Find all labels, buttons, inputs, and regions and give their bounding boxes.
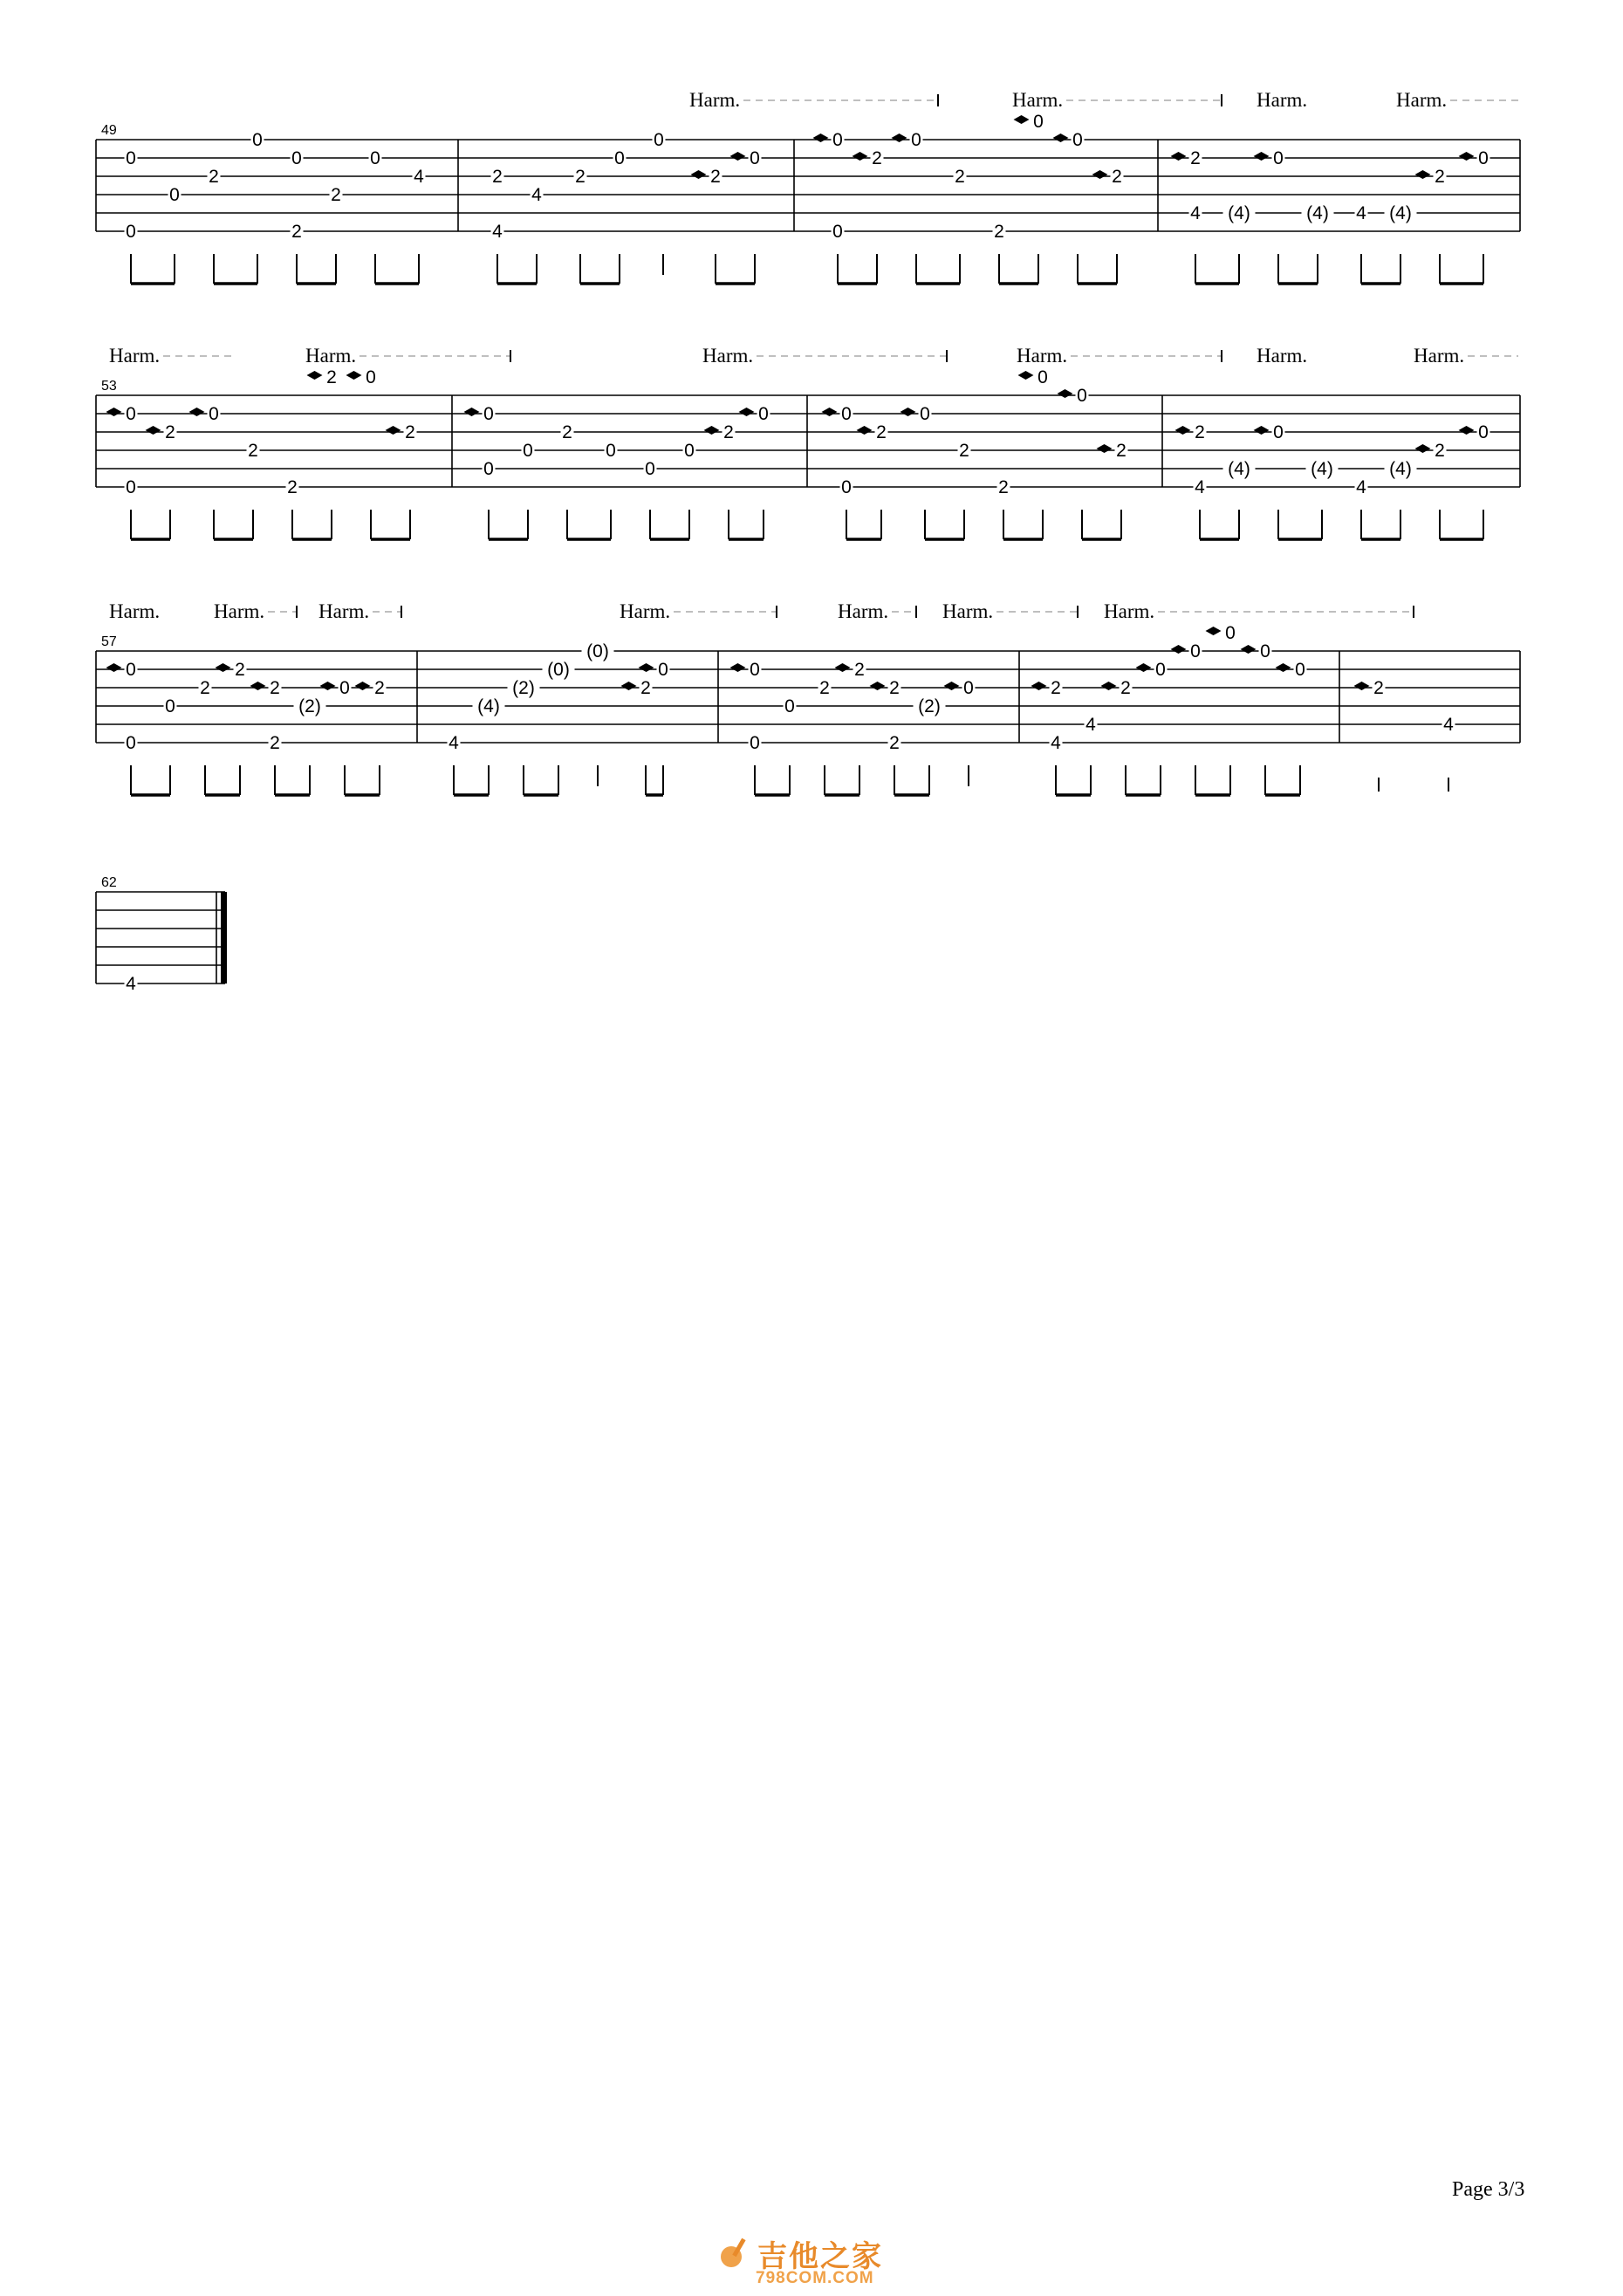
fret-number: 0 [658, 660, 668, 680]
fret-number: 2 [854, 660, 865, 680]
harmonic-diamond-icon [1206, 627, 1222, 635]
fret-number: 2 [876, 422, 887, 442]
fret-number: 0 [483, 459, 494, 479]
fret-number: 0 [252, 130, 263, 150]
harmonic-diamond-icon [320, 682, 336, 690]
measure-number: 57 [101, 634, 117, 649]
fret-number: 0 [911, 130, 921, 150]
harmonic-diamond-icon [691, 170, 707, 179]
harmonic-diamond-icon [1254, 152, 1270, 161]
fret-number: 0 [126, 660, 136, 680]
fret-number: 2 [1435, 441, 1445, 461]
watermark-logo [716, 2232, 925, 2293]
fret-number: 2 [562, 422, 572, 442]
fret-number: 0 [614, 148, 625, 168]
fret-number: 2 [575, 167, 586, 187]
guitar-icon [716, 2232, 754, 2271]
fret-number: (2) [298, 696, 321, 716]
fret-number: 2 [959, 441, 969, 461]
fret-number: 0 [1190, 641, 1201, 661]
harmonic-diamond-icon [822, 408, 838, 416]
fret-number: 0 [1273, 148, 1284, 168]
fret-number: 4 [126, 974, 136, 994]
harmonic-diamond-icon [1097, 444, 1113, 453]
fret-number: 0 [126, 222, 136, 242]
fret-number: 2 [270, 678, 280, 698]
harmonic-diamond-icon [106, 663, 122, 672]
harmonic-diamond-icon [355, 682, 371, 690]
harmonic-diamond-icon [1175, 426, 1191, 435]
tab-system-57 [96, 600, 1520, 795]
fret-number: 0 [758, 404, 769, 424]
fret-number: 2 [235, 660, 245, 680]
harmonic-label: Harm. [1104, 600, 1155, 622]
harmonic-diamond-icon [892, 134, 907, 142]
harmonic-diamond-icon [106, 408, 122, 416]
harmonic-diamond-icon [730, 152, 746, 161]
fret-number: 4 [449, 733, 459, 753]
harmonic-diamond-icon [189, 408, 205, 416]
fret-number: 0 [1077, 386, 1087, 406]
final-barline-thick [221, 892, 227, 984]
fret-number: 2 [889, 678, 900, 698]
harmonic-diamond-icon [1092, 170, 1108, 179]
harmonic-diamond-icon [1171, 645, 1187, 654]
fret-number: 0 [920, 404, 930, 424]
fret-number: 2 [200, 678, 210, 698]
harmonic-diamond-icon [1415, 170, 1431, 179]
fret-number: 4 [531, 185, 542, 205]
fret-number: (4) [1228, 203, 1250, 223]
fret-number: (2) [918, 696, 941, 716]
harmonic-diamond-icon [1241, 645, 1257, 654]
fret-number: (4) [1306, 203, 1329, 223]
harmonic-diamond-icon [386, 426, 401, 435]
harmonic-label: Harm. [838, 600, 889, 622]
fret-number: (0) [586, 641, 609, 661]
fret-number: 2 [291, 222, 302, 242]
measure-49 [125, 130, 426, 284]
harmonic-label: Harm. [1017, 345, 1068, 367]
fret-number: 0 [483, 404, 494, 424]
tab-system-53 [96, 345, 1520, 539]
harmonic-diamond-icon [730, 663, 746, 672]
fret-number: 0 [1478, 422, 1489, 442]
fret-number: 0 [126, 733, 136, 753]
harmonic-label: Harm. [1396, 89, 1448, 111]
fret-number: 2 [209, 167, 219, 187]
harmonic-diamond-icon [835, 663, 851, 672]
fret-number: 0 [169, 185, 180, 205]
fret-number: 0 [784, 696, 795, 716]
harmonic-diamond-icon [1053, 134, 1069, 142]
harmonic-label: Harm. [305, 345, 357, 367]
fret-number: 0 [291, 148, 302, 168]
measure-55 [822, 367, 1128, 539]
harmonic-diamond-icon [1459, 152, 1475, 161]
fret-number: 0 [1072, 130, 1083, 150]
harmonic-diamond-icon [1058, 389, 1073, 398]
fret-number: 0 [165, 696, 175, 716]
harmonic-diamond-icon [621, 682, 637, 690]
fret-number: 2 [872, 148, 882, 168]
fret-number: 0 [1273, 422, 1284, 442]
tab-system-62 [96, 875, 227, 994]
fret-number: 0 [841, 404, 852, 424]
fret-number: 2 [287, 477, 298, 497]
fret-number: 4 [1085, 715, 1096, 735]
harmonic-diamond-icon [1276, 663, 1291, 672]
harmonic-diamond-icon [739, 408, 755, 416]
harmonic-label: Harm. [214, 600, 265, 622]
fret-number: 2 [955, 167, 965, 187]
harmonic-diamond-icon [1136, 663, 1152, 672]
fret-number: 0 [1225, 623, 1236, 643]
harmonic-label: Harm. [1257, 89, 1308, 111]
harmonic-label: Harm. [942, 600, 994, 622]
fret-number: 2 [1120, 678, 1131, 698]
measure-57 [106, 660, 387, 795]
fret-number: 0 [370, 148, 380, 168]
fret-number: 0 [963, 678, 974, 698]
harmonic-diamond-icon [857, 426, 873, 435]
measure-51 [813, 112, 1124, 284]
fret-number: 0 [126, 404, 136, 424]
fret-number: 0 [645, 459, 655, 479]
fret-number: 0 [1478, 148, 1489, 168]
measure-58 [448, 641, 670, 795]
measure-53 [106, 367, 417, 539]
fret-number: 2 [1190, 148, 1201, 168]
harmonic-diamond-icon [346, 371, 362, 380]
fret-number: 2 [1195, 422, 1205, 442]
fret-number: 2 [270, 733, 280, 753]
harmonic-label: Harm. [702, 345, 754, 367]
fret-number: (0) [547, 660, 570, 680]
fret-number: 4 [1051, 733, 1061, 753]
fret-number: 2 [1435, 167, 1445, 187]
fret-number: 0 [832, 222, 843, 242]
fret-number: 0 [126, 477, 136, 497]
page-number: Page 3/3 [1452, 2178, 1525, 2201]
fret-number: 0 [1033, 112, 1044, 132]
measure-54 [464, 404, 770, 539]
fret-number: 0 [684, 441, 695, 461]
harmonic-label: Harm. [1257, 345, 1308, 367]
fret-number: 0 [339, 678, 350, 698]
harmonic-label: Harm. [620, 600, 671, 622]
fret-number: 2 [994, 222, 1004, 242]
fret-number: 2 [248, 441, 258, 461]
fret-number: 2 [331, 185, 341, 205]
fret-number: 2 [1051, 678, 1061, 698]
fret-number: 0 [366, 367, 376, 387]
harmonic-diamond-icon [1014, 115, 1030, 124]
harmonic-label: Harm. [318, 600, 370, 622]
harmonic-diamond-icon [307, 371, 323, 380]
fret-number: 2 [374, 678, 385, 698]
fret-number: 0 [606, 441, 616, 461]
fret-number: 0 [1155, 660, 1166, 680]
measure-50 [491, 130, 762, 284]
fret-number: 0 [1037, 367, 1048, 387]
measure-59 [730, 660, 976, 795]
fret-number: 2 [1116, 441, 1127, 461]
harmonic-diamond-icon [216, 663, 231, 672]
fret-number: 0 [126, 148, 136, 168]
measure-61 [1354, 678, 1455, 792]
harmonic-label: Harm. [689, 89, 741, 111]
harmonic-label: Harm. [109, 345, 161, 367]
fret-number: 4 [1356, 203, 1366, 223]
fret-number: 2 [998, 477, 1009, 497]
fret-number: 0 [841, 477, 852, 497]
harmonic-diamond-icon [944, 682, 960, 690]
harmonic-diamond-icon [1254, 426, 1270, 435]
fret-number: 2 [640, 678, 651, 698]
harmonic-label: Harm. [109, 600, 161, 622]
fret-number: 0 [750, 148, 760, 168]
fret-number: 2 [405, 422, 415, 442]
measure-56 [1175, 422, 1490, 539]
fret-number: 0 [750, 733, 760, 753]
watermark-title: 吉他之家 [757, 2239, 883, 2274]
fret-number: 2 [1373, 678, 1384, 698]
fret-number: 2 [710, 167, 721, 187]
fret-number: 4 [1443, 715, 1454, 735]
fret-number: 2 [326, 367, 337, 387]
fret-number: 2 [1112, 167, 1122, 187]
harmonic-diamond-icon [146, 426, 161, 435]
measure-52 [1171, 148, 1490, 284]
harmonic-diamond-icon [464, 408, 480, 416]
fret-number: (4) [1228, 459, 1250, 479]
fret-number: (4) [477, 696, 500, 716]
harmonic-diamond-icon [853, 152, 868, 161]
fret-number: 0 [209, 404, 219, 424]
harmonic-diamond-icon [1101, 682, 1117, 690]
harmonic-diamond-icon [1171, 152, 1187, 161]
fret-number: 4 [492, 222, 503, 242]
harmonic-diamond-icon [1018, 371, 1034, 380]
fret-number: 0 [1295, 660, 1305, 680]
harmonic-diamond-icon [639, 663, 654, 672]
fret-number: 2 [723, 422, 734, 442]
fret-number: 4 [1356, 477, 1366, 497]
harmonic-diamond-icon [250, 682, 266, 690]
fret-number: 2 [889, 733, 900, 753]
harmonic-diamond-icon [1354, 682, 1370, 690]
harmonic-diamond-icon [813, 134, 829, 142]
fret-number: 0 [523, 441, 533, 461]
harmonic-diamond-icon [704, 426, 720, 435]
harmonic-label: Harm. [1012, 89, 1064, 111]
harmonic-diamond-icon [1415, 444, 1431, 453]
fret-number: 0 [832, 130, 843, 150]
fret-number: (4) [1389, 203, 1412, 223]
harmonic-diamond-icon [1459, 426, 1475, 435]
measure-62 [125, 974, 138, 994]
harmonic-label: Harm. [1414, 345, 1465, 367]
fret-number: (4) [1311, 459, 1333, 479]
harmonic-diamond-icon [901, 408, 916, 416]
tab-system-49 [96, 89, 1520, 284]
fret-number: 2 [492, 167, 503, 187]
measure-number: 53 [101, 379, 117, 394]
fret-number: 0 [1260, 641, 1270, 661]
fret-number: 0 [750, 660, 760, 680]
harmonic-diamond-icon [1031, 682, 1047, 690]
measure-number: 62 [101, 875, 117, 890]
watermark-url: 798COM.COM [756, 2269, 874, 2287]
harmonic-diamond-icon [870, 682, 886, 690]
fret-number: 4 [1195, 477, 1205, 497]
fret-number: 2 [819, 678, 830, 698]
measure-number: 49 [101, 123, 117, 138]
fret-number: 4 [1190, 203, 1201, 223]
fret-number: (2) [512, 678, 535, 698]
fret-number: 0 [654, 130, 664, 150]
fret-number: 2 [165, 422, 175, 442]
fret-number: 4 [414, 167, 424, 187]
measure-60 [1031, 623, 1307, 795]
fret-number: (4) [1389, 459, 1412, 479]
